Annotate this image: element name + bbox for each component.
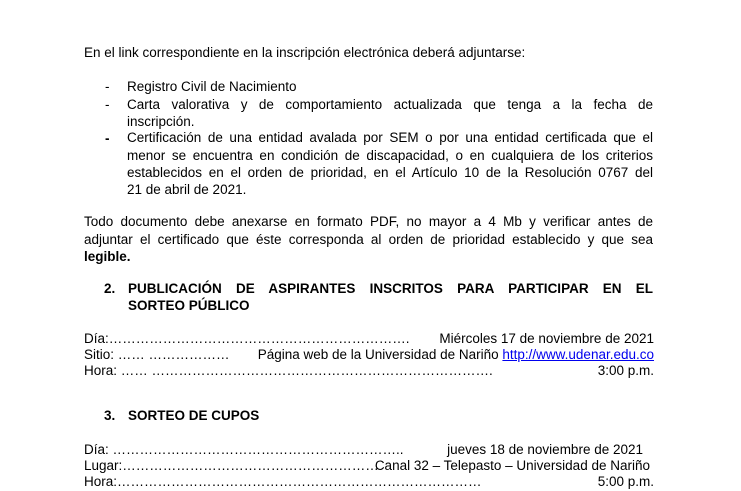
requirement-certificacion-line4: 21 de abril de 2021. <box>127 182 247 197</box>
udenar-link[interactable]: http://www.udenar.edu.co <box>502 347 654 362</box>
requirement-certificacion-line3: establecidos en el orden de prioridad, en el Artículo 10 de la Resolución 0767 del <box>127 165 653 180</box>
requirement-registro-civil: Registro Civil de Nacimiento <box>127 79 297 94</box>
section3-hora-value: 5:00 p.m. <box>597 474 654 489</box>
requirement-carta-line2: inscripción. <box>127 114 195 129</box>
section2-title-line2: SORTEO PÚBLICO <box>128 298 250 313</box>
note-line2: adjuntar el certificado que éste corresponda al orden de prioridad establecido y que sea <box>84 232 653 247</box>
section3-dia-label: Día: ……………………………………………………….. <box>84 442 404 457</box>
section2-sitio-value: Página web de la Universidad de Nariño <box>257 347 499 362</box>
requirement-certificacion-line1: Certificación de una entidad avalada por SEM o por una entidad certificada que el <box>127 130 653 145</box>
section2-sitio-label: Sitio: …… ……………… <box>84 347 230 362</box>
section2-number: 2. <box>104 281 116 296</box>
list-bullet: - <box>105 131 110 146</box>
section3-dia-value: jueves 18 de noviembre de 2021 <box>447 442 643 457</box>
section3-number: 3. <box>104 408 116 423</box>
section2-dia-label: Día:…………………………………………………………. <box>84 331 410 346</box>
note-line1: Todo documento debe anexarse en formato PDF, no mayor a 4 Mb y verificar antes de <box>84 214 653 229</box>
list-bullet: - <box>105 97 110 112</box>
requirement-certificacion-line2: menor se encuentra en condición de discapacidad, o en cualquiera de los criterios <box>127 148 653 163</box>
list-bullet: - <box>105 79 110 94</box>
note-line3 <box>84 248 131 266</box>
section3-lugar-value: Canal 32 – Telepasto – Universidad de Nariño <box>374 458 650 473</box>
legible-emphasis: legible. <box>84 249 131 264</box>
section3-hora-label: Hora:……………………………………………………………………… <box>84 474 482 489</box>
section3-lugar-label: Lugar:………………………………………………… <box>84 458 379 473</box>
requirement-carta-line1: Carta valorativa y de comportamiento actualizada que tenga a la fecha de <box>127 97 653 112</box>
section2-hora-label: Hora: …… …………………………………………………………………. <box>84 363 493 378</box>
section2-dia-value: Miércoles 17 de noviembre de 2021 <box>439 331 654 346</box>
section3-title: SORTEO DE CUPOS <box>128 408 260 423</box>
section2-title-line1: PUBLICACIÓN DE ASPIRANTES INSCRITOS PARA PARTICIPAR EN EL <box>128 281 653 296</box>
intro-text: En el link correspondiente en la inscripción electrónica deberá adjuntarse: <box>84 45 526 60</box>
section2-hora-value: 3:00 p.m. <box>597 363 654 378</box>
